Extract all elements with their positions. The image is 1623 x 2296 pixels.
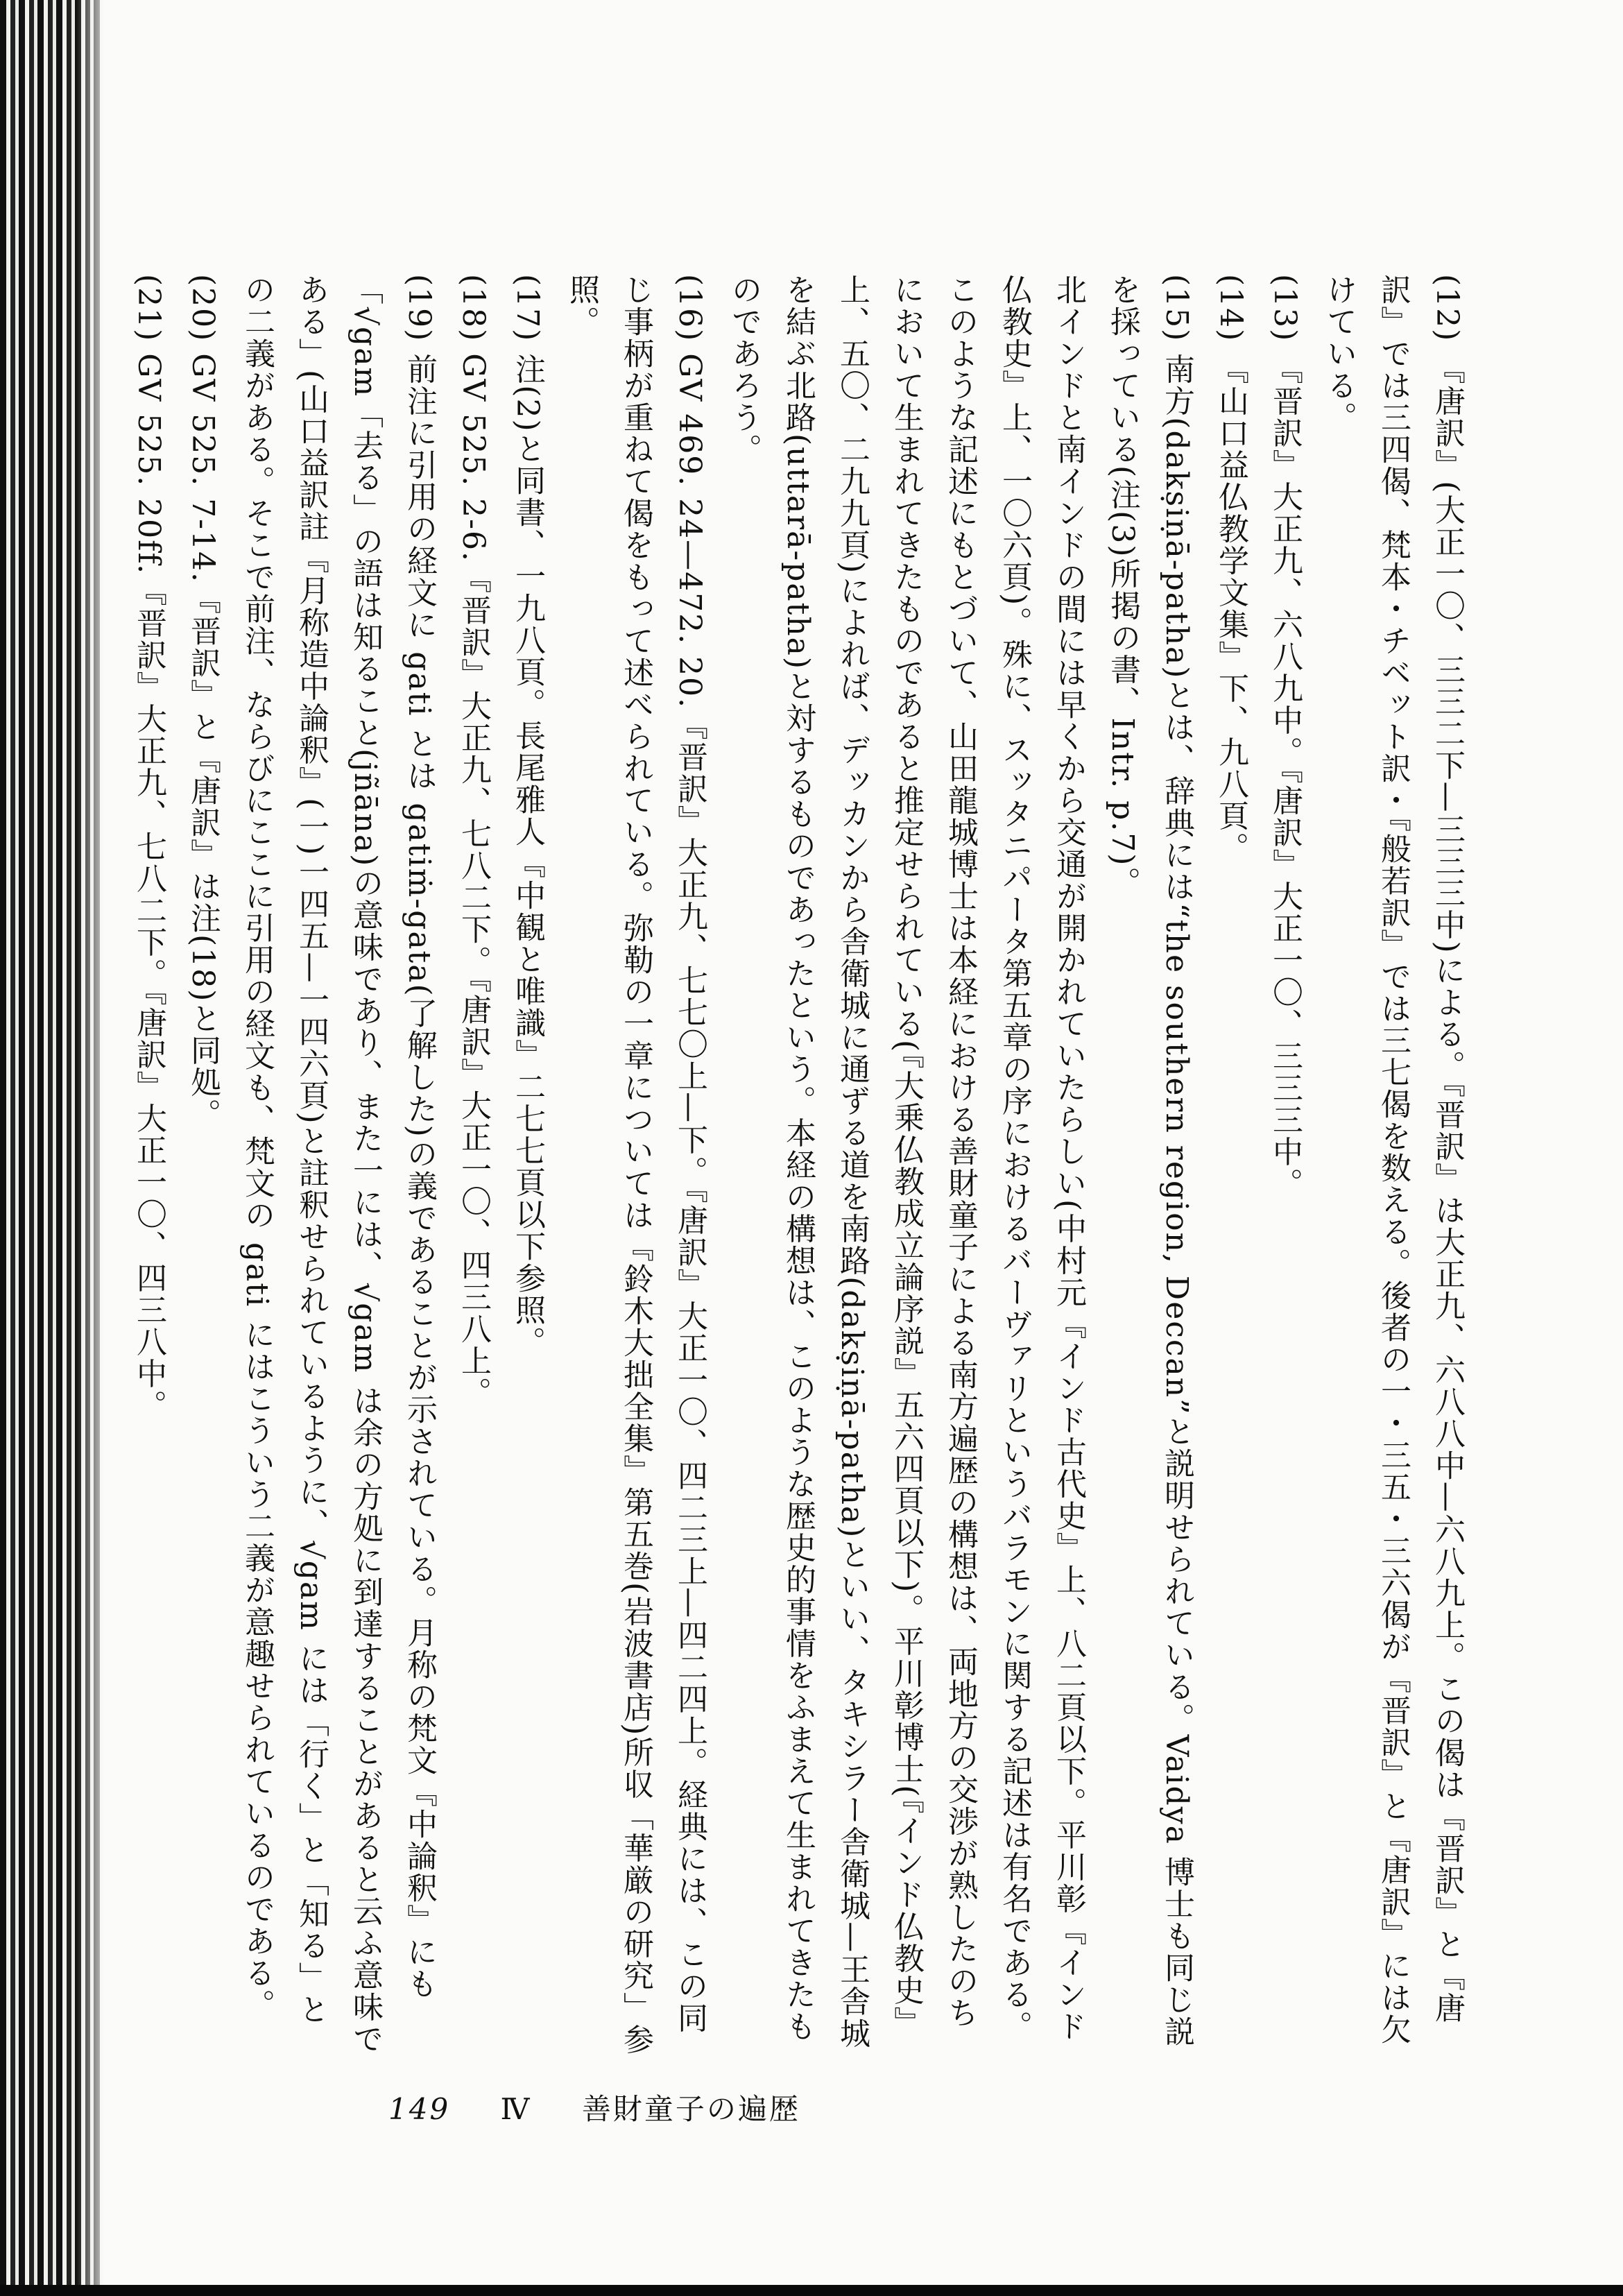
chapter-title: 善財童子の遍歴 — [581, 2092, 800, 2126]
note-18: (18) GV 525. 2-6.『晋訳』大正九、七八二下。『唐訳』大正一〇、四三八上。 — [456, 274, 491, 1410]
note-21: (21) GV 525. 20ff.『晋訳』大正九、七八二下。『唐訳』大正一〇、四三八中。 — [131, 274, 166, 1422]
note-17: (17) 注(2)と同書、一九八頁。長尾雅人『中観と唯識』二七七頁以下参照。 — [510, 274, 545, 1358]
page-footer — [388, 2087, 839, 2128]
bottom-edge-bar — [0, 2285, 1623, 2296]
note-20: (20) GV 525. 7-14.『晋訳』と『唐訳』は注(18)と同処。 — [185, 274, 221, 1131]
note-14: (14) 『山口益仏教学文集』下、九八頁。 — [1213, 274, 1248, 864]
note-15: (15) 南方(dakṣiṇā-patha)とは、辞典には“the southern region, Deccan”と説明せられている。Vaidya 博士も同じ説を採っている(注(3)所掲の書、Intr. p.7)。 — [1105, 274, 1194, 2048]
page-number: 149 — [388, 2092, 451, 2126]
note-15-continued: 北インドと南インドの間には早くから交通が開かれていたらしい(中村元『インド古代史』上、八二頁以下。平川彰『インド仏教史』上、一〇六頁)。殊に、スッタニパータ第五章の序におけるバーヴァリというバラモンに関する記述は有名である。このような記述にもとづいて、山田龍城博士は本経における善財童子による南方遍歴の構想は、両地方の交渉が熟したのちにおいて生まれてきたものであると推定せられている(『大乗仏教成立論序説』五六四頁以下)。平川彰博士(『インド仏教史』上、五〇、二九九頁)によれば、デッカンから舎衛城に通ずる道を南路(dakṣiṇā-patha)といい、タキシラー舎衛城—王舎城を結ぶ北路(uttarā-patha)と対するものであったという。本経の構想は、このような歴史的事情をふまえて生まれてきたものであろう。 — [726, 274, 1086, 2050]
note-16: (16) GV 469. 24—472. 20.『晋訳』大正九、七七〇上—下。『唐訳』大正一〇、四二三上—四二四上。経典には、この同じ事柄が重ねて偈をもって述べられている。弥勒の一章については『鈴木大拙全集』第五巻(岩波書店)所収「華厳の研究」参照。 — [564, 274, 707, 2056]
endnotes-body — [131, 274, 1474, 2057]
chapter-numeral: Ⅳ — [500, 2092, 532, 2126]
note-19: (19) 前注に引用の経文に gati とは gatiṁ-gata(了解した)の義であることが示されている。月称の梵文『中論釈』にも「√gam「去る」の語は知ること(jñāna)の意味であり、また一には、√gam は余の方処に到達することがあると云ふ意味である」(山口益訳註『月称造中論釈』(一)一四五—一四六頁)と註釈せられているように、√gam には「行く」と「知る」との二義がある。そこで前注、ならびにここに引用の経文も、梵文の gati にはこういう二義が意趣せられているのである。 — [239, 274, 437, 2055]
spine-shadow — [76, 0, 111, 2296]
note-13: (13) 『晋訳』大正九、六八九中。『唐訳』大正一〇、三三三中。 — [1267, 274, 1303, 1200]
note-12: (12) 『唐訳』(大正一〇、三三二下—三三三中)による。『晋訳』は大正九、六八八中—六八九上。この偈は『晋訳』と『唐訳』では三四偈、梵本・チベット訳・『般若訳』では三七偈を数える。後者の一・三五・三六偈が『晋訳』と『唐訳』には欠けている。 — [1321, 274, 1465, 2046]
